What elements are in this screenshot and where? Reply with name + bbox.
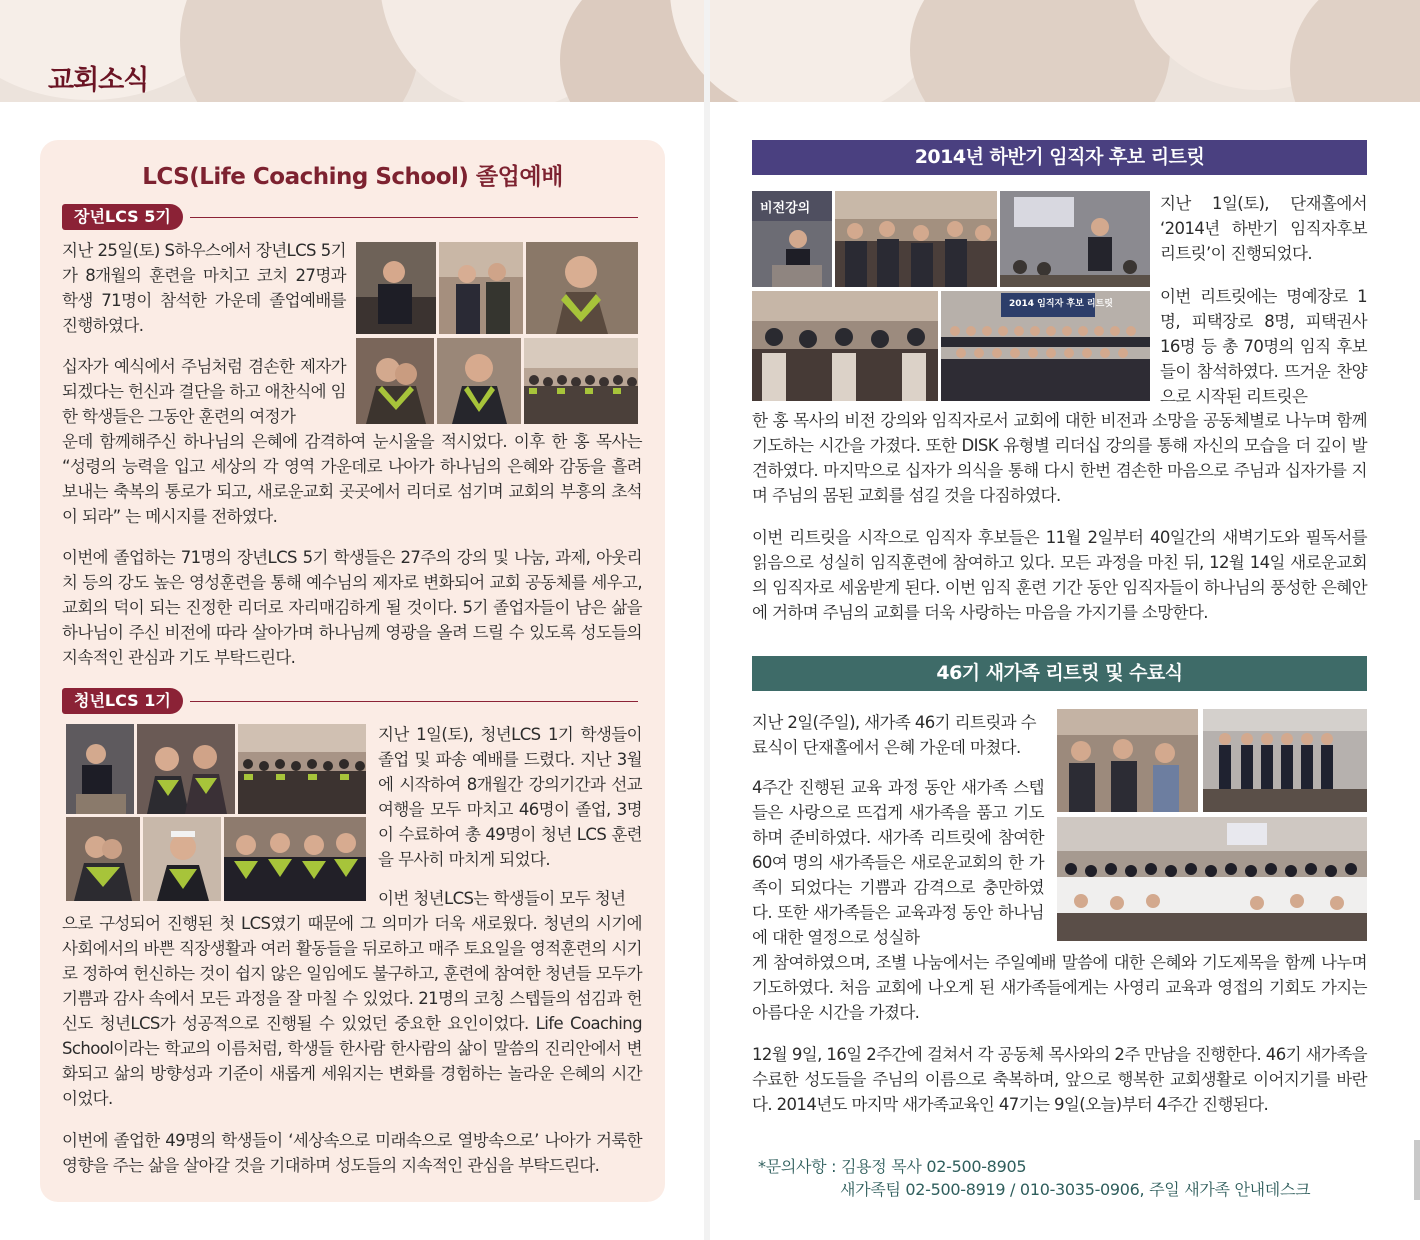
elder-photo-crowd — [524, 338, 638, 424]
vision-lecture-caption: 비전강의 — [760, 201, 811, 216]
elder-photo-women — [526, 242, 638, 334]
elder-paragraph-2a: 십자가 예식에서 주님처럼 겸손한 제자가 되겠다는 헌신과 결단을 하고 애찬식에 임한 학생들은 그동안 훈련의 여정가 — [62, 357, 346, 426]
youth-paragraph-3: 이번에 졸업한 49명의 학생들이 ‘세상속으로 미래속으로 열방속으로’ 나아가 거룩한 영향을 주는 삶을 살아갈 것을 기대하며 성도들의 지속적인 관심을 부탁드린다. — [62, 1131, 642, 1175]
newfamily-header: 46기 새가족 리트릿 및 수료식 — [752, 656, 1367, 691]
youth-photo-hug — [66, 817, 140, 901]
retreat-paragraph-1: 지난 1일(토), 단재홀에서 ‘2014년 하반기 임직자후보 리트릿’이 진행되었다. — [1160, 194, 1367, 263]
retreat-paragraph-3: 이번 리트릿을 시작으로 임직자 후보들은 11월 2일부터 40일간의 새벽기도와 필독서를 읽음으로 성실히 임직훈련에 참여하고 있다. 모든 과정을 마친 뒤, 12월 14일 새로운교회의 임직자로 세움받게 된다. 이번 임직 훈련 기간 동안 임직자들이 하나님의 풍성한 은혜안에 거하며 주님의 교회를 더욱 사랑하는 마음을 가지기를 소망한다. — [752, 528, 1367, 622]
youth-photo-crowd — [238, 724, 366, 814]
youth-lcs-rule — [190, 701, 638, 702]
lcs-panel — [40, 140, 665, 1202]
youth-photo-graduates — [224, 817, 366, 901]
youth-paragraph-2b: 으로 구성되어 진행된 첫 LCS였기 때문에 그 의미가 더욱 새로웠다. 청년의 시기에 사회에서의 바쁜 직장생활과 여러 활동들을 뒤로하고 매주 토요일을 영적훈련의 시기로 정하여 헌신하는 것이 쉽지 않은 일임에도 불구하고, 훈련에 참여한 청년들 모두가 기쁨과 감사 속에서 모든 과정을 잘 마칠 수 있었다. 21명의 코칭 스텝들의 섬김과 헌신도 청년LCS가 성공적으로 진행될 수 있었던 중요한 요인이었다. Life Coaching School이라는 학교의 이름처럼, 학생들 한사람 한사람의 삶이 말씀의 진리안에서 변화되고 삶의 방향성과 기준이 새롭게 세워지는 변화를 경험하는 놀라운 은혜의 시간이었다. — [62, 914, 642, 1108]
contact-line-2: 새가족팀 02-500-8919 / 010-3035-0906, 주일 새가족 안내데스크 — [840, 1180, 1311, 1199]
top-decorative-band — [0, 0, 1420, 102]
newfamily-paragraph-1: 지난 2일(주일), 새가족 46기 리트릿과 수료식이 단재홀에서 은혜 가운데 마쳤다. — [752, 713, 1036, 757]
elder-photo-speaker — [356, 242, 436, 334]
retreat-banner-text: 2014 임직자 후보 리트릿 — [1009, 299, 1114, 309]
retreat-paragraph-2b: 한 홍 목사의 비전 강의와 임직자로서 교회에 대한 비전과 소망을 공동체별로 나누며 함께 기도하는 시간을 가졌다. 또한 DISK 유형별 리더십 강의를 통해 자신의 모습을 더 깊이 발견하였다. 마지막으로 십자가 의식을 통해 다시 한번 겸손한 마음으로 주님과 십자가를 지며 주님의 몸된 교회를 섬길 것을 다짐하였다. — [752, 411, 1367, 505]
elder-photo-hug — [356, 338, 434, 424]
newfamily-photo-stage — [1203, 709, 1367, 812]
elder-photo-handshake — [439, 242, 523, 334]
elder-paragraph-2b: 운데 함께해주신 하나님의 은혜에 감격하여 눈시울을 적시었다. 이후 한 홍 목사는 “성령의 능력을 입고 세상의 각 영역 가운데로 나아가 하나님의 은혜와 감동을 흘려 보내는 축복의 통로가 되고, 새로운교회 곳곳에서 리더로 섬기며 교회의 부흥의 초석이 되라” 는 메시지를 전하였다. — [62, 432, 642, 526]
elder-paragraph-3: 이번에 졸업하는 71명의 장년LCS 5기 학생들은 27주의 강의 및 나눔, 과제, 아웃리치 등의 강도 높은 영성훈련을 통해 예수님의 제자로 변화되어 교회 공동체를 세우고, 교회의 덕이 되는 진정한 리더로 자리매김하게 될 것이다. 5기 졸업자들이 남은 삶을 하나님이 주신 비전에 따라 살아가며 하나님께 영광을 올려 드릴 수 있도록 성도들의 지속적인 관심과 기도 부탁드린다. — [62, 548, 642, 667]
newfamily-paragraph-3: 12월 9일, 16일 2주간에 걸쳐서 각 공동체 목사와의 2주 만남을 진행한다. 46기 새가족을 수료한 성도들을 주님의 이름으로 축복하며, 앞으로 행복한 교회생활로 이어지기를 바란다. 2014년도 마지막 새가족교육인 47기는 9일(오늘)부터 4주간 진행된다. — [752, 1045, 1367, 1114]
retreat-photo-group-discussion — [835, 191, 997, 287]
contact-line-1: *문의사항 : 김용정 목사 02-500-8905 — [758, 1157, 1027, 1176]
retreat-paragraph-2a: 이번 리트릿에는 명예장로 1명, 피택장로 8명, 피택권사 16명 등 총 70명의 임직 후보들이 참석하였다. 뜨거운 찬양으로 시작된 리트릿은 — [1160, 287, 1367, 406]
newfamily-photo-seated — [1057, 709, 1198, 812]
newfamily-paragraph-2b: 게 참여하였으며, 조별 나눔에서는 주일예배 말씀에 대한 은혜와 기도제목을 함께 나누며 기도하였다. 처음 교회에 나오게 된 새가족들에게는 사영리 교육과 영접의 기회도 가지는 아름다운 시간을 가졌다. — [752, 953, 1367, 1022]
page-gutter — [704, 0, 710, 1240]
elder-lcs-tag: 장년LCS 5기 — [62, 204, 183, 230]
elder-lcs-rule — [190, 217, 638, 218]
retreat-photo-group-shot — [941, 291, 1150, 401]
youth-lcs-tag: 청년LCS 1기 — [62, 688, 183, 714]
elder-paragraph-1: 지난 25일(토) S하우스에서 장년LCS 5기가 8개월의 훈련을 마치고 코치 27명과 학생 71명이 참석한 가운데 졸업예배를 진행하였다. — [62, 241, 346, 335]
youth-photo-speaker — [66, 724, 134, 814]
page-edge-tab — [1414, 1140, 1420, 1200]
youth-paragraph-1: 지난 1일(토), 청년LCS 1기 학생들이 졸업 및 파송 예배를 드렸다. 지난 3월에 시작하여 8개월간 강의기간과 선교여행을 모두 마치고 46명이 졸업, 3명이 수료하여 총 49명이 청년 LCS 훈련을 무사히 마치게 되었다. — [378, 725, 642, 869]
youth-photo-worship — [137, 724, 235, 814]
retreat-photo-prayer — [752, 291, 938, 401]
retreat-header: 2014년 하반기 임직자 후보 리트릿 — [752, 140, 1367, 175]
retreat-photo-lecture-hall — [1000, 191, 1150, 287]
newfamily-paragraph-2a: 4주간 진행된 교육 과정 동안 새가족 스텝들은 사랑으로 뜨겁게 새가족을 품고 기도하며 준비하였다. 새가족 리트릿에 참여한 60여 명의 새가족들은 새로운교회의 한 가족이 되었다는 기쁨과 감격으로 충만하였다. 또한 새가족들은 교육과정 동안 하나님에 대한 열정으로 성실하 — [752, 778, 1044, 947]
band-right-pattern — [710, 0, 1420, 102]
youth-paragraph-2a: 이번 청년LCS는 학생들이 모두 청년 — [378, 889, 626, 908]
lcs-title: LCS(Life Coaching School) 졸업예배 — [142, 164, 563, 190]
retreat-photo-vision-lecture — [752, 191, 832, 287]
youth-photo-crown — [143, 817, 221, 901]
section-label: 교회소식 — [48, 65, 149, 96]
newfamily-photo-hall — [1057, 817, 1367, 941]
elder-photo-smile — [437, 338, 521, 424]
